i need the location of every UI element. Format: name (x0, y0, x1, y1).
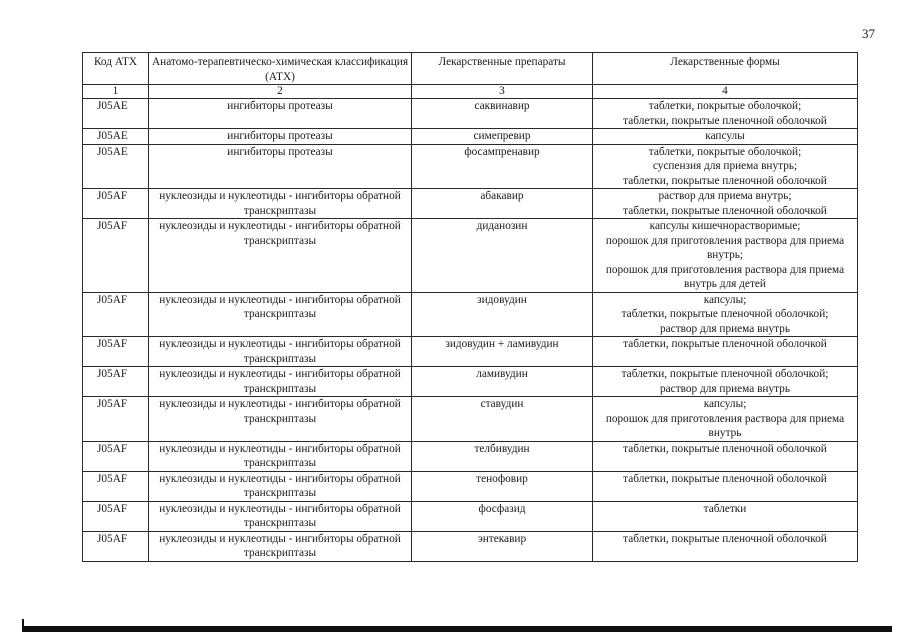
dosage-form-item: порошок для приготовления раствора для приема внутрь для детей (605, 263, 845, 290)
atc-classification-cell: ингибиторы протеазы (149, 144, 412, 189)
atc-code-cell: J05AF (83, 337, 149, 367)
drug-name-cell: абакавир (412, 189, 593, 219)
table-row (83, 144, 858, 189)
page-bottom-border (22, 626, 892, 632)
table-row (83, 367, 858, 397)
atc-classification-cell: нуклеозиды и нуклеотиды - ингибиторы обратной транскриптазы (149, 441, 412, 471)
column-number: 3 (412, 85, 593, 99)
atc-classification-cell: нуклеозиды и нуклеотиды - ингибиторы обратной транскриптазы (149, 501, 412, 531)
atc-code-cell: J05AF (83, 531, 149, 561)
table-row (83, 531, 858, 561)
drug-name-cell: фосампренавир (412, 144, 593, 189)
dosage-form-item: капсулы кишечнорастворимые; (649, 220, 801, 232)
table-row (83, 471, 858, 501)
dosage-form-item: таблетки, покрытые пленочной оболочкой; (621, 308, 829, 320)
dosage-form-item: таблетки, покрытые оболочкой; (648, 145, 802, 158)
drug-name-cell: диданозин (412, 219, 593, 293)
atc-classification-cell: ингибиторы протеазы (149, 99, 412, 129)
drug-name-cell: саквинавир (412, 99, 593, 129)
atc-code-cell: J05AF (83, 292, 149, 337)
dosage-forms-cell (593, 441, 858, 471)
atc-classification-cell: нуклеозиды и нуклеотиды - ингибиторы обратной транскриптазы (149, 337, 412, 367)
table-row (83, 129, 858, 145)
dosage-forms-cell (593, 129, 858, 145)
drug-name-cell: тенофовир (412, 471, 593, 501)
dosage-forms-cell (593, 189, 858, 219)
header-dosage-forms: Лекарственные формы (593, 53, 858, 85)
table-row (83, 292, 858, 337)
table-row (83, 397, 858, 442)
dosage-form-item: таблетки, покрытые пленочной оболочкой (623, 532, 827, 545)
dosage-form-item: порошок для приготовления раствора для приема внутрь (605, 412, 845, 439)
dosage-form-item: раствор для приема внутрь (660, 382, 790, 395)
drug-name-cell: зидовудин + ламивудин (412, 337, 593, 367)
table-row (83, 99, 858, 129)
column-number: 4 (593, 85, 858, 99)
header-atc-code: Код АТХ (83, 53, 149, 85)
atc-code-cell: J05AF (83, 219, 149, 293)
dosage-forms-cell (593, 337, 858, 367)
table-row (83, 189, 858, 219)
atc-code-cell: J05AF (83, 397, 149, 442)
atc-code-cell: J05AE (83, 129, 149, 145)
atc-classification-cell: нуклеозиды и нуклеотиды - ингибиторы обратной транскриптазы (149, 471, 412, 501)
column-number: 2 (149, 85, 412, 99)
dosage-form-item: капсулы (705, 130, 745, 142)
table-header-row (83, 53, 858, 85)
column-number: 1 (83, 85, 149, 99)
table-row (83, 441, 858, 471)
atc-code-cell: J05AF (83, 189, 149, 219)
atc-code-cell: J05AE (83, 144, 149, 189)
dosage-form-item: таблетки, покрытые пленочной оболочкой (623, 204, 827, 217)
atc-code-cell: J05AE (83, 99, 149, 129)
dosage-form-item: раствор для приема внутрь (660, 322, 790, 335)
dosage-form-item: таблетки, покрытые оболочкой; (648, 100, 802, 112)
dosage-forms-cell (593, 144, 858, 189)
dosage-form-item: таблетки (703, 502, 747, 515)
dosage-forms-cell (593, 501, 858, 531)
header-atc-classification: Анатомо-терапевтическо-химическая классификация (АТХ) (149, 53, 412, 85)
drug-name-cell: фосфазид (412, 501, 593, 531)
dosage-forms-cell (593, 531, 858, 561)
dosage-form-item: капсулы; (703, 293, 747, 306)
dosage-form-item: таблетки, покрытые пленочной оболочкой; (621, 368, 829, 380)
atc-classification-cell: нуклеозиды и нуклеотиды - ингибиторы обратной транскриптазы (149, 367, 412, 397)
dosage-form-item: таблетки, покрытые пленочной оболочкой (623, 472, 827, 485)
dosage-form-item: таблетки, покрытые пленочной оболочкой (623, 338, 827, 350)
header-drugs: Лекарственные препараты (412, 53, 593, 85)
dosage-forms-cell (593, 292, 858, 337)
atc-classification-cell: ингибиторы протеазы (149, 129, 412, 145)
drug-name-cell: ставудин (412, 397, 593, 442)
dosage-form-item: раствор для приема внутрь; (658, 190, 792, 202)
dosage-form-item: капсулы; (703, 398, 747, 410)
dosage-forms-cell (593, 397, 858, 442)
page-number: 37 (862, 26, 875, 41)
atc-table (82, 52, 858, 562)
dosage-forms-cell (593, 219, 858, 293)
atc-classification-cell: нуклеозиды и нуклеотиды - ингибиторы обратной транскриптазы (149, 397, 412, 442)
atc-classification-cell: нуклеозиды и нуклеотиды - ингибиторы обратной транскриптазы (149, 292, 412, 337)
dosage-forms-cell (593, 99, 858, 129)
dosage-form-item: таблетки, покрытые пленочной оболочкой (623, 114, 827, 127)
dosage-form-item: таблетки, покрытые пленочной оболочкой (623, 174, 827, 187)
dosage-form-item: суспензия для приема внутрь; (652, 160, 798, 172)
dosage-form-item: порошок для приготовления раствора для приема внутрь; (605, 234, 845, 261)
atc-code-cell: J05AF (83, 471, 149, 501)
atc-classification-cell: нуклеозиды и нуклеотиды - ингибиторы обратной транскриптазы (149, 219, 412, 293)
atc-code-cell: J05AF (83, 367, 149, 397)
dosage-form-item: таблетки, покрытые пленочной оболочкой (623, 442, 827, 455)
drug-name-cell: ламивудин (412, 367, 593, 397)
drug-name-cell: зидовудин (412, 292, 593, 337)
drug-name-cell: энтекавир (412, 531, 593, 561)
drug-name-cell: телбивудин (412, 441, 593, 471)
atc-code-cell: J05AF (83, 501, 149, 531)
atc-classification-cell: нуклеозиды и нуклеотиды - ингибиторы обратной транскриптазы (149, 189, 412, 219)
table-row (83, 337, 858, 367)
table-body (83, 99, 858, 562)
table-row (83, 219, 858, 293)
drug-name-cell: симепревир (412, 129, 593, 145)
atc-classification-cell: нуклеозиды и нуклеотиды - ингибиторы обратной транскриптазы (149, 531, 412, 561)
dosage-forms-cell (593, 471, 858, 501)
column-number-row (83, 85, 858, 99)
table-row (83, 501, 858, 531)
atc-code-cell: J05AF (83, 441, 149, 471)
dosage-forms-cell (593, 367, 858, 397)
